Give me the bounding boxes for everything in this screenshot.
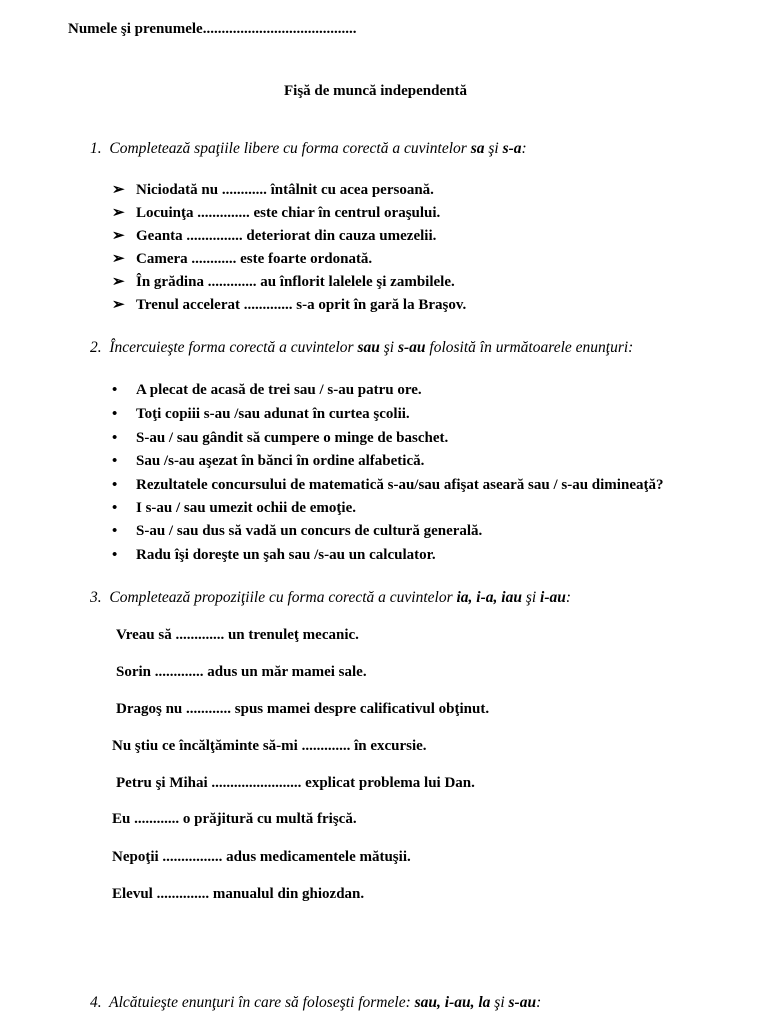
page-title: Fişă de muncă independentă — [284, 83, 467, 99]
dot-bullet-icon: • — [112, 523, 118, 539]
exercise-1-item: ➢ Camera ............ este foarte ordonată. — [112, 251, 373, 267]
exercise-2-instruction: 2. Încercuieşte forma corectă a cuvintelor sau şi s-au folosită în următoarele enunţuri: — [90, 339, 634, 356]
arrow-bullet-icon: ➢ — [112, 274, 125, 290]
dot-bullet-icon: • — [112, 382, 118, 398]
arrow-bullet-icon: ➢ — [112, 205, 125, 221]
exercise-4-number: 4. — [90, 994, 102, 1011]
exercise-1-instruction: 1. Completează spaţiile libere cu forma corectă a cuvintelor sa şi s-a: — [90, 140, 527, 157]
exercise-2-number: 2. — [90, 339, 102, 356]
exercise-3-sentence: Eu ............ o prăjitură cu multă frişcă. — [112, 811, 357, 827]
exercise-2-item: • A plecat de acasă de trei sau / s-au patru ore. — [112, 382, 422, 398]
exercise-1-item: ➢ Niciodată nu ............ întâlnit cu acea persoană. — [112, 182, 434, 198]
exercise-4-instruction: 4. Alcătuieşte enunţuri în care să foloseşti formele: sau, i-au, la şi s-au: — [90, 994, 542, 1011]
dot-bullet-icon: • — [112, 477, 118, 493]
exercise-2-item: • Toţi copiii s-au /sau adunat în curtea şcolii. — [112, 406, 410, 422]
exercise-3-number: 3. — [90, 589, 102, 606]
exercise-1-item: ➢ Trenul accelerat ............. s-a oprit în gară la Braşov. — [112, 297, 467, 313]
exercise-2-item: • S-au / sau gândit să cumpere o minge de baschet. — [112, 430, 449, 446]
exercise-1-item: ➢ Geanta ............... deteriorat din cauza umezelii. — [112, 228, 437, 244]
exercise-1-number: 1. — [90, 140, 102, 157]
exercise-3-sentence: Petru şi Mihai ........................ explicat problema lui Dan. — [116, 775, 475, 791]
exercise-2-item: • I s-au / sau umezit ochii de emoţie. — [112, 500, 356, 516]
arrow-bullet-icon: ➢ — [112, 182, 125, 198]
exercise-2-item: • Radu îşi doreşte un şah sau /s-au un calculator. — [112, 547, 436, 563]
arrow-bullet-icon: ➢ — [112, 228, 125, 244]
exercise-3-sentence: Dragoş nu ............ spus mamei despre calificativul obţinut. — [116, 701, 490, 717]
dot-bullet-icon: • — [112, 547, 118, 563]
exercise-2-item: • Rezultatele concursului de matematică s-au/sau afişat aseară sau / s-au dimineaţă? — [112, 477, 664, 493]
exercise-1-item: ➢ Locuinţa .............. este chiar în centrul oraşului. — [112, 205, 441, 221]
dot-bullet-icon: • — [112, 500, 118, 516]
exercise-3-sentence: Nu ştiu ce încălţăminte să-mi ............. în excursie. — [112, 738, 427, 754]
exercise-2-item: • Sau /s-au aşezat în bănci în ordine alfabetică. — [112, 453, 425, 469]
dot-bullet-icon: • — [112, 406, 118, 422]
dot-bullet-icon: • — [112, 453, 118, 469]
dot-bullet-icon: • — [112, 430, 118, 446]
name-line: Numele şi prenumele......................................... — [68, 21, 357, 37]
exercise-3-sentence: Elevul .............. manualul din ghiozdan. — [112, 886, 365, 902]
exercise-3-sentence: Sorin ............. adus un măr mamei sale. — [116, 664, 367, 680]
exercise-3-sentence: Vreau să ............. un trenuleţ mecanic. — [116, 627, 359, 643]
arrow-bullet-icon: ➢ — [112, 297, 125, 313]
exercise-1-item: ➢ În grădina ............. au înflorit lalelele şi zambilele. — [112, 274, 455, 290]
exercise-3-sentence: Nepoţii ................ adus medicamentele mătuşii. — [112, 849, 411, 865]
exercise-2-item: • S-au / sau dus să vadă un concurs de cultură generală. — [112, 523, 483, 539]
exercise-3-instruction: 3. Completează propoziţiile cu forma corectă a cuvintelor ia, i-a, iau şi i-au: — [90, 589, 572, 606]
arrow-bullet-icon: ➢ — [112, 251, 125, 267]
